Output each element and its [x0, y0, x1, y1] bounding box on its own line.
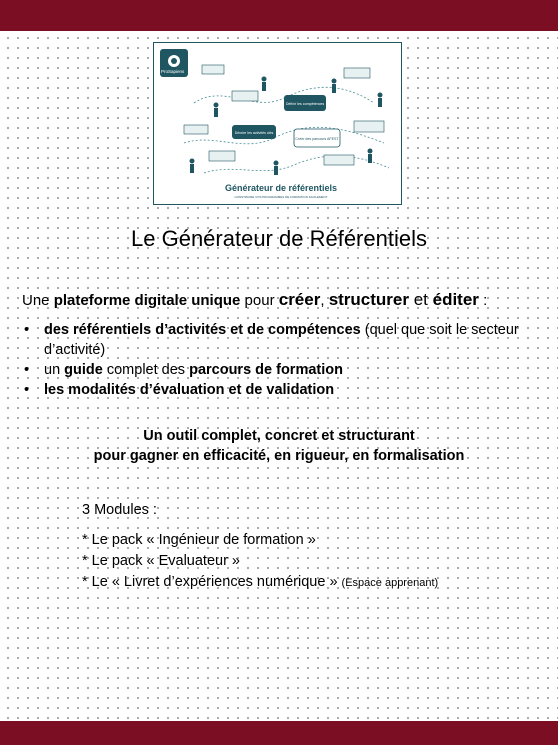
module-item: * Le pack « Evaluateur »	[82, 553, 240, 569]
list-item: • des référentiels d’activités et de compétences (quel que soit le secteur d’activité)	[24, 322, 519, 358]
svg-text:Définir les compétences: Définir les compétences	[285, 102, 325, 106]
bullet-icon: •	[24, 362, 30, 378]
list-item: • un guide complet des parcours de formation	[24, 362, 343, 378]
module-item: * Le pack « Ingénieur de formation »	[82, 532, 316, 548]
svg-text:Décrire les activités clés: Décrire les activités clés	[234, 131, 274, 135]
bottom-banner	[0, 721, 558, 745]
illustration-subheading: CONSTRUIRE VOS PROGRAMMES DE FORMATION FACILEMENT	[234, 195, 328, 199]
modules-section	[82, 502, 438, 594]
bullet-icon: •	[24, 382, 30, 398]
modules-heading: 3 Modules :	[82, 502, 157, 518]
brand-name: ProSapiens	[161, 69, 185, 74]
intro-paragraph: Une plateforme digitale unique pour créer, structurer et éditer :	[22, 290, 488, 309]
top-banner	[0, 0, 558, 31]
list-item: • les modalités d’évaluation et de validation	[24, 382, 335, 398]
illustration-svg	[154, 43, 401, 204]
bullet-icon: •	[24, 322, 30, 338]
page-title: Le Générateur de Référentiels	[131, 226, 427, 251]
svg-text:Créer des parcours AFEST: Créer des parcours AFEST	[295, 137, 339, 141]
module-item: * Le « Livret d’expériences numérique » (Espace apprenant)	[82, 574, 439, 590]
feature-list	[24, 320, 544, 400]
tagline: Un outil complet, concret et structurant pour gagner en efficacité, en rigueur, en formalisation	[93, 428, 465, 464]
generator-illustration	[153, 42, 402, 205]
illustration-heading: Générateur de référentiels	[224, 183, 338, 193]
